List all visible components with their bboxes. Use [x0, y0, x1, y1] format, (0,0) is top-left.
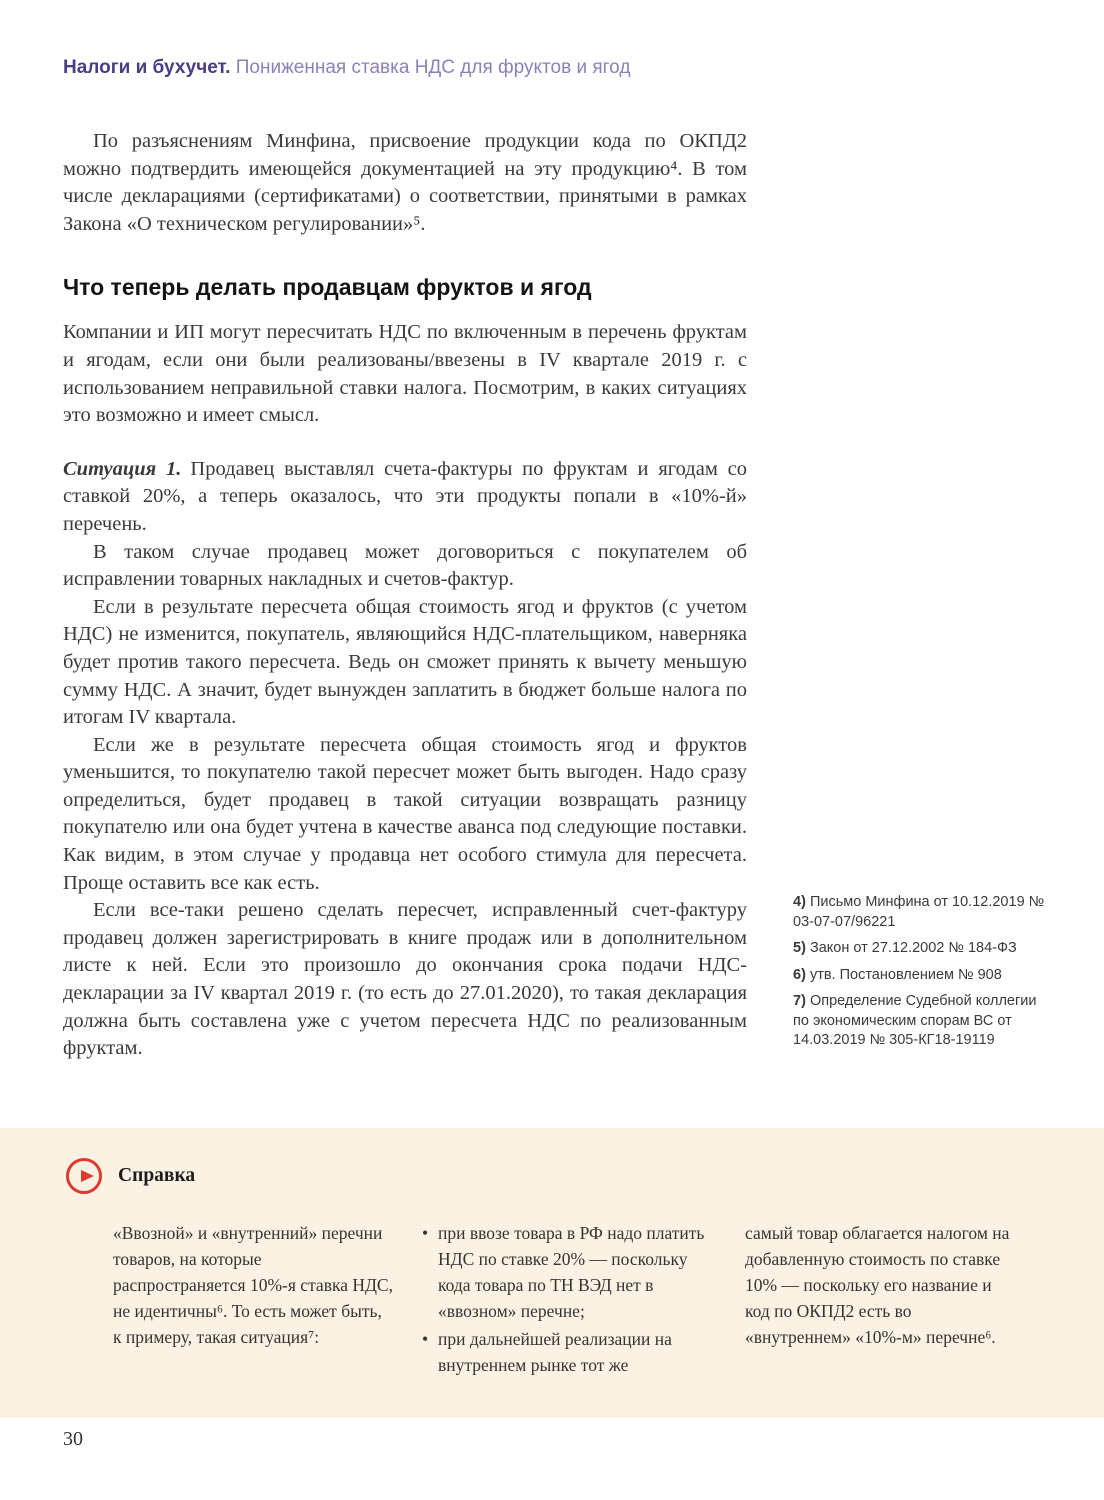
footnote-number: 5): [793, 940, 806, 956]
header-brand: Налоги и бухучет.: [63, 57, 231, 78]
spravka-column-1: «Ввозной» и «внутренний» перечни товаров, на которые распространяется 10%-я ставка НДС, не идентичны⁶. То есть может быть, к примеру, такая ситуация⁷:: [113, 1223, 393, 1347]
footnote: [793, 893, 1048, 932]
page-header: [63, 56, 963, 80]
paragraph-5: Если же в результате пересчета общая стоимость ягод и фруктов уменьшится, то покупателю такой пересчет может быть выгоден. Надо сразу определиться, будет продавец в такой ситуации возвращать разницу покупателю или она будет учтена в качестве аванса под следующие поставки. Как видим, в этом случае у продавца нет особого стимула для пересчета. Проще оставить все как есть.: [63, 733, 747, 894]
spravka-bullet: • при дальнейшей реализации на внутреннем рынке тот же: [420, 1326, 712, 1378]
header-subtitle: Пониженная ставка НДС для фруктов и ягод: [235, 57, 631, 78]
paragraph-4: Если в результате пересчета общая стоимость ягод и фруктов (с учетом НДС) не изменится, покупатель, являющийся НДС-плательщиком, наверняка будет против такого пересчета. Ведь он сможет принять к вычету меньшую сумму НДС. А значит, будет вынужден заплатить в бюджет больше налога по итогам IV квартала.: [63, 595, 747, 729]
paragraph-6: Если все-таки решено сделать пересчет, исправленный счет-фактуру продавец должен зарегистрировать в книге продаж или в дополнительном листе к ней. Если это произошло до окончания срока подачи НДС-декларации за IV квартал 2019 г. (то есть до 27.01.2020), то такая декларация должна быть составлена уже с учетом пересчета НДС по реализованным фруктам.: [63, 899, 747, 1060]
paragraph-situation: [63, 456, 747, 539]
footnote: [793, 992, 1048, 1051]
paragraph-after-heading: Компании и ИП могут пересчитать НДС по включенным в перечень фруктам и ягодам, если они были реализованы/ввезены в IV квартале 2019 г. с использованием неправильной ставки налога. Посмотрим, в каких ситуациях это возможно и имеет смысл.: [63, 321, 747, 427]
footnote-text: Определение Судебной коллегии по экономическим спорам ВС от 14.03.2019 № 305-КГ18-19119: [793, 993, 1037, 1048]
spravka-panel: [0, 1128, 1104, 1418]
footnotes-column: [793, 893, 1048, 1058]
paragraph-3: В таком случае продавец может договориться с покупателем об исправлении товарных накладных и счетов-фактур.: [63, 540, 747, 591]
footnote: [793, 966, 1048, 986]
situation-text: Продавец выставлял счета-фактуры по фруктам и ягодам со ставкой 20%, а теперь оказалось, что эти продукты попали в «10%-й» перечень.: [63, 457, 747, 535]
situation-label: Ситуация 1.: [63, 457, 182, 480]
spravka-column-2: [420, 1220, 712, 1380]
footnote: [793, 939, 1048, 959]
page-number: 30: [63, 1428, 83, 1450]
footnote-number: 7): [793, 993, 806, 1009]
footnote-text: Письмо Минфина от 10.12.2019 № 03-07-07/96221: [793, 894, 1045, 930]
paragraph-intro: По разъяснениям Минфина, присвоение продукции кода по ОКПД2 можно подтвердить имеющейся документацией на эту продукцию⁴. В том числе декларациями (сертификатами) о соответствии, принятыми в рамках Закона «О техническом регулировании»⁵.: [63, 130, 747, 235]
spravka-bullet: • при ввозе товара в РФ надо платить НДС по ставке 20% — поскольку кода товара по ТН ВЭД нет в «ввозном» перечне;: [420, 1220, 712, 1324]
footnote-number: 6): [793, 966, 806, 983]
spravka-title: Справка: [118, 1165, 196, 1186]
footnote-text: Закон от 27.12.2002 № 184-ФЗ: [809, 940, 1017, 956]
spravka-column-3: самый товар облагается налогом на добавленную стоимость по ставке 10% — поскольку его название и код по ОКПД2 есть во «внутреннем» «10%-м» перечне⁶.: [745, 1223, 1010, 1347]
footnote-number: 4): [793, 894, 806, 910]
spravka-bullet-list: [420, 1220, 712, 1378]
section-heading: Что теперь делать продавцам фруктов и ягод: [63, 274, 592, 301]
spravka-header: [66, 1158, 195, 1194]
main-text-column: [63, 128, 747, 1063]
play-icon: [66, 1158, 102, 1194]
footnote-text: утв. Постановлением № 908: [809, 966, 1002, 983]
